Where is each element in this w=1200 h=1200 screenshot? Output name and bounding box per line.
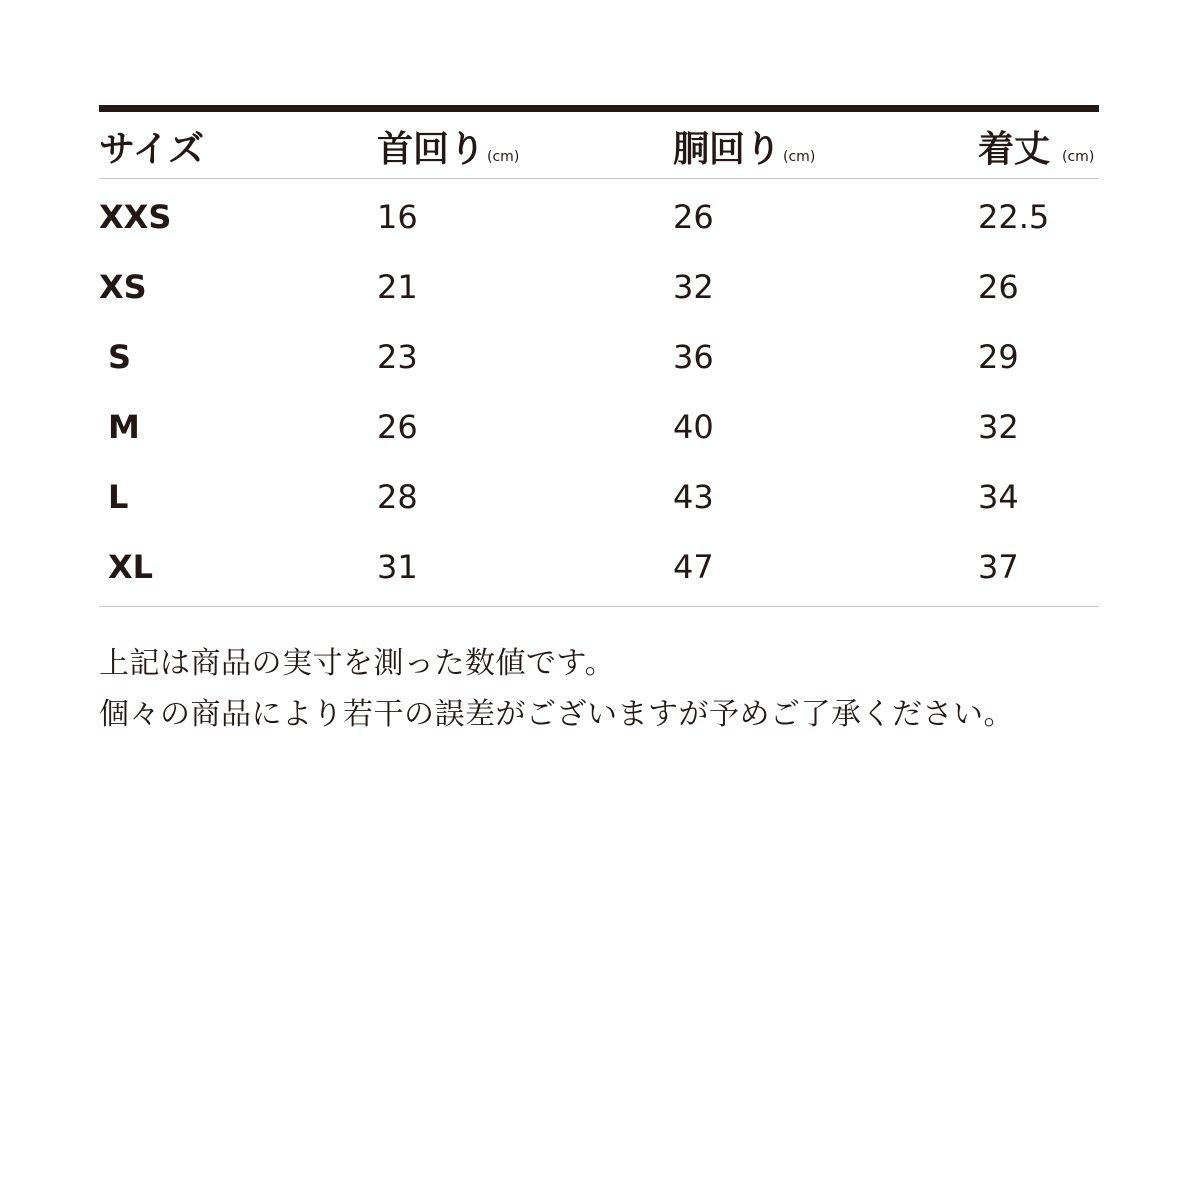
neck-cell: 16 <box>377 198 418 236</box>
table-top-rule <box>99 105 1099 112</box>
header-length <box>978 128 1094 179</box>
size-cell: XS <box>99 268 147 306</box>
table-row <box>99 529 1099 599</box>
size-cell: L <box>108 478 129 516</box>
neck-cell: 21 <box>377 268 418 306</box>
table-header-row <box>99 112 1099 179</box>
waist-cell: 47 <box>673 548 714 586</box>
length-cell: 22.5 <box>978 198 1050 236</box>
header-waist-unit: (cm) <box>783 149 816 165</box>
length-cell: 37 <box>978 548 1019 586</box>
length-cell: 29 <box>978 338 1019 376</box>
neck-cell: 31 <box>377 548 418 586</box>
waist-cell: 40 <box>673 408 714 446</box>
header-neck-label: 首回り <box>377 129 486 170</box>
size-cell: XL <box>108 548 154 586</box>
header-waist <box>673 128 815 179</box>
note-line-2: 個々の商品により若干の誤差がございますが予めご了承ください。 <box>99 697 1014 732</box>
length-cell: 32 <box>978 408 1019 446</box>
header-waist-label: 胴回り <box>673 129 782 170</box>
neck-cell: 23 <box>377 338 418 376</box>
size-cell: XXS <box>99 198 172 236</box>
waist-cell: 26 <box>673 198 714 236</box>
table-body <box>99 179 1099 607</box>
table-row <box>99 389 1099 459</box>
header-length-label: 着丈 <box>978 129 1051 170</box>
length-cell: 34 <box>978 478 1019 516</box>
header-size <box>99 128 204 172</box>
waist-cell: 43 <box>673 478 714 516</box>
table-row <box>99 249 1099 319</box>
table-row <box>99 179 1099 249</box>
header-neck-unit: (cm) <box>487 149 520 165</box>
neck-cell: 28 <box>377 478 418 516</box>
size-chart-table <box>99 105 1099 607</box>
waist-cell: 32 <box>673 268 714 306</box>
header-neck <box>377 128 519 179</box>
size-cell: S <box>108 338 132 376</box>
header-size-label: サイズ <box>99 129 205 170</box>
header-length-unit: (cm) <box>1062 149 1095 165</box>
waist-cell: 36 <box>673 338 714 376</box>
length-cell: 26 <box>978 268 1019 306</box>
size-cell: M <box>108 408 140 446</box>
note-line-1: 上記は商品の実寸を測った数値です。 <box>99 646 616 681</box>
table-row <box>99 459 1099 529</box>
table-row <box>99 319 1099 389</box>
neck-cell: 26 <box>377 408 418 446</box>
